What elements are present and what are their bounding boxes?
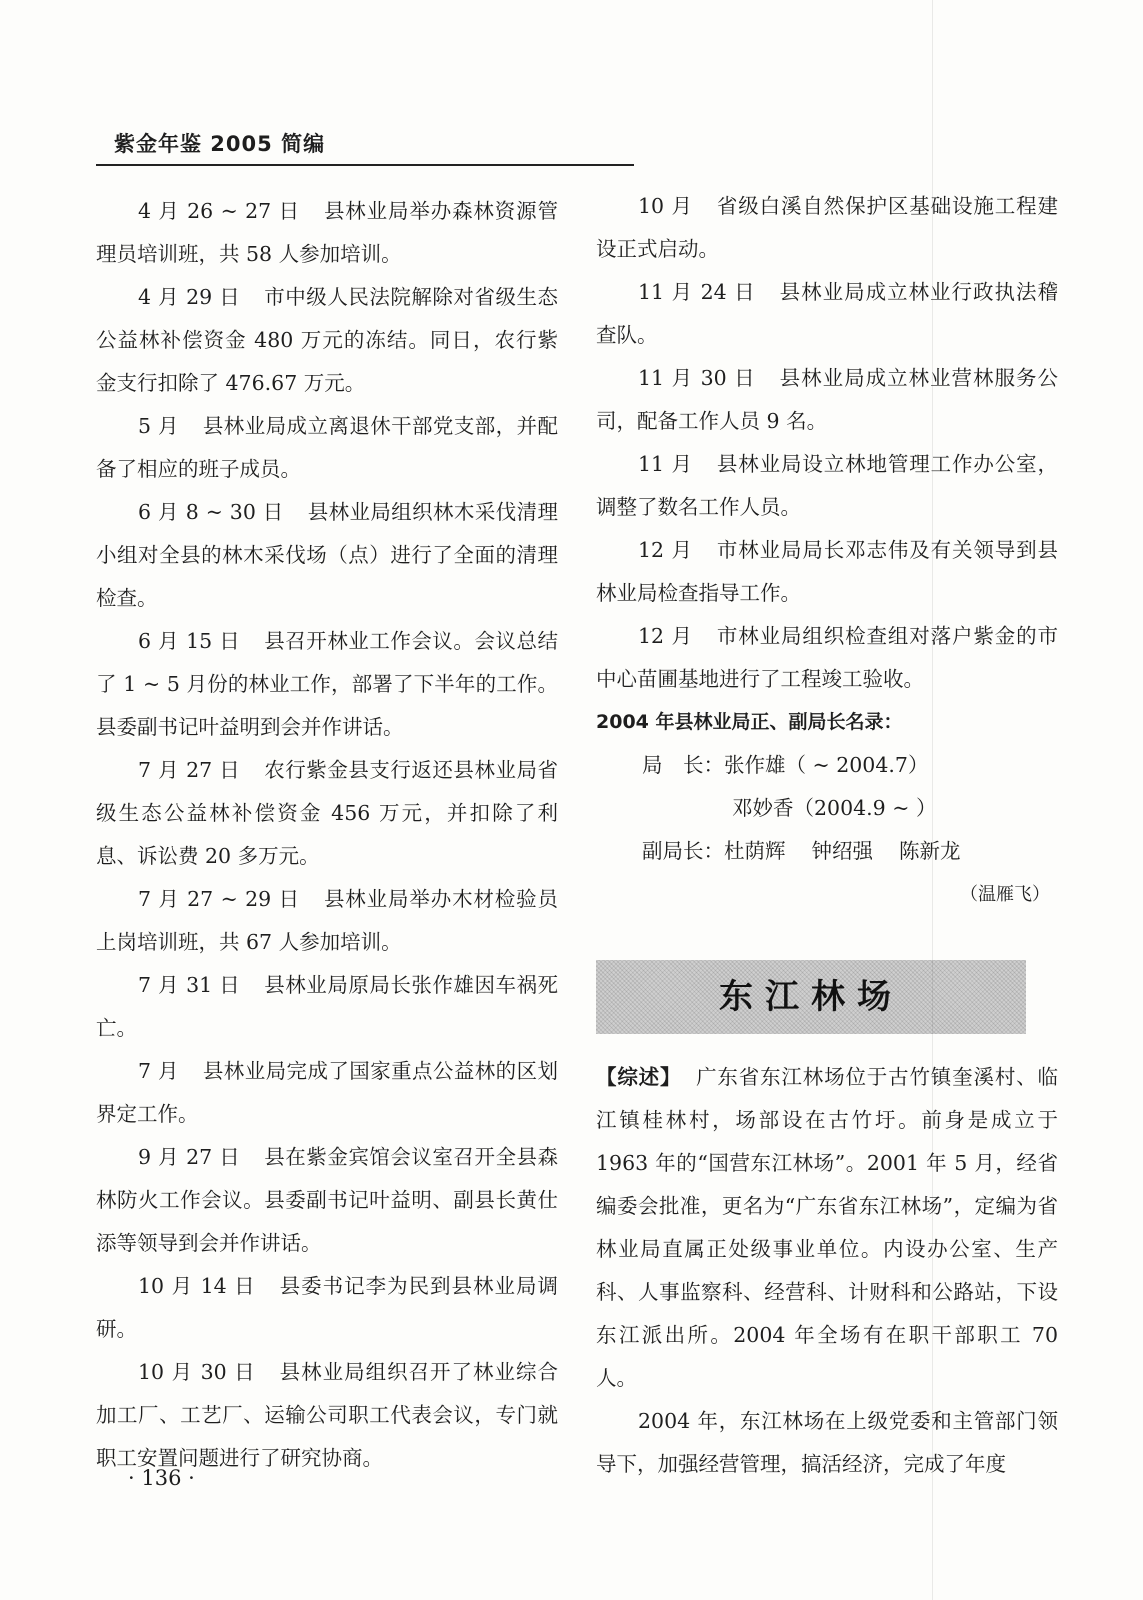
director-label: 局 长： [642, 753, 724, 777]
entry-date: 11 月 [638, 452, 693, 476]
section-paragraph: 2004 年，东江林场在上级党委和主管部门领导下，加强经营管理，搞活经济，完成了年度 [596, 1409, 1058, 1476]
right-column [596, 185, 1058, 1486]
chronicle-entry [596, 357, 1058, 443]
chronicle-entry [96, 620, 558, 749]
entry-date: 4 月 29 日 [138, 285, 241, 309]
entry-text: 县林业局组织召开了林业综合加工厂、工艺厂、运输公司职工代表会议，专门就职工安置问题进行了研究协商。 [96, 1360, 558, 1470]
deputy-name: 钟绍强 [811, 839, 873, 863]
roster-director-line [596, 744, 1058, 787]
chronicle-entry [96, 190, 558, 276]
entry-text: 县林业局成立林业营林服务公司，配备工作人员 9 名。 [596, 366, 1058, 433]
entry-text: 县林业局成立林业行政执法稽查队。 [596, 280, 1058, 347]
director-name: 张作雄（ ~ 2004.7） [724, 753, 929, 777]
entry-date: 11 月 30 日 [638, 366, 756, 390]
author-credit: （温雁飞） [960, 884, 1050, 905]
chronicle-entry [596, 271, 1058, 357]
left-column [96, 190, 558, 1480]
deputy-name: 杜荫辉 [724, 839, 786, 863]
chronicle-entry [96, 878, 558, 964]
entry-date: 7 月 27 日 [138, 758, 241, 782]
chronicle-entry [96, 405, 558, 491]
chronicle-entry [596, 443, 1058, 529]
roster-director-line-2 [596, 787, 1058, 830]
chronicle-entry [96, 749, 558, 878]
entry-date: 7 月 [138, 1059, 179, 1083]
section-paragraph [596, 1056, 1058, 1400]
chronicle-entry [96, 491, 558, 620]
running-header: 紫金年鉴 2005 简编 [96, 128, 634, 166]
scan-fold-line [932, 0, 933, 1600]
entry-text: 县在紫金宾馆会议室召开全县森林防火工作会议。县委副书记叶益明、副县长黄仕添等领导到会并作讲话。 [96, 1145, 558, 1255]
entry-text: 县林业局设立林地管理工作办公室，调整了数名工作人员。 [596, 452, 1058, 519]
deputy-label: 副局长： [642, 839, 724, 863]
entry-text: 县林业局举办森林资源管理员培训班，共 58 人参加培训。 [96, 199, 558, 266]
entry-text: 县召开林业工作会议。会议总结了 1 ~ 5 月份的林业工作，部署了下半年的工作。县委副书记叶益明到会并作讲话。 [96, 629, 558, 739]
entry-text: 县林业局组织林木采伐清理小组对全县的林木采伐场（点）进行了全面的清理检查。 [96, 500, 559, 610]
entry-date: 4 月 26 ~ 27 日 [138, 199, 300, 223]
entry-date: 12 月 [638, 538, 693, 562]
entry-text: 县林业局完成了国家重点公益林的区划界定工作。 [96, 1059, 559, 1126]
page-number: · 136 · [128, 1466, 195, 1490]
entry-text: 市中级人民法院解除对省级生态公益林补偿资金 480 万元的冻结。同日，农行紫金支行扣除了 476.67 万元。 [96, 285, 558, 395]
section-tag: 【综述】 [596, 1065, 682, 1089]
paragraph-text: 广东省东江林场位于古竹镇奎溪村、临江镇桂林村，场部设在古竹圩。前身是成立于 1963 年的“国营东江林场”。2001 年 5 月，经省编委会批准，更名为“广东省东江林场”，定编为省林业局直属正处级事业单位。内设办公室、生产科、人事监察科、经营科、计财科和公路站，下设东江派出所。2004 年全场有在职干部职工 70 人。 [596, 1065, 1058, 1390]
entry-text: 县林业局成立离退休干部党支部，并配备了相应的班子成员。 [96, 414, 559, 481]
entry-date: 10 月 30 日 [138, 1360, 256, 1384]
entry-text: 市林业局局长邓志伟及有关领导到县林业局检查指导工作。 [596, 538, 1058, 605]
chronicle-entry [96, 276, 558, 405]
entry-date: 11 月 24 日 [638, 280, 756, 304]
entry-text: 省级白溪自然保护区基础设施工程建设正式启动。 [596, 194, 1058, 261]
chronicle-entry [96, 1136, 558, 1265]
deputy-name: 陈新龙 [899, 839, 961, 863]
chronicle-entry [596, 529, 1058, 615]
entry-text: 县林业局举办木材检验员上岗培训班，共 67 人参加培训。 [96, 887, 558, 954]
section-banner [596, 960, 1026, 1034]
entry-date: 5 月 [138, 414, 179, 438]
entry-text: 市林业局组织检查组对落户紫金的市中心苗圃基地进行了工程竣工验收。 [596, 624, 1058, 691]
roster-deputy-line [596, 830, 1058, 873]
chronicle-entry [96, 1265, 558, 1351]
section-title: 东江林场 [719, 976, 903, 1017]
entry-date: 10 月 14 日 [138, 1274, 256, 1298]
entry-date: 10 月 [638, 194, 693, 218]
entry-date: 6 月 15 日 [138, 629, 241, 653]
chronicle-entry [96, 1050, 558, 1136]
roster-title: 2004 年县林业局正、副局长名录： [596, 711, 903, 733]
entry-date: 12 月 [638, 624, 693, 648]
chronicle-entry [96, 964, 558, 1050]
entry-date: 9 月 27 日 [138, 1145, 241, 1169]
director-name: 邓妙香（2004.9 ~ ） [732, 796, 937, 820]
entry-date: 6 月 8 ~ 30 日 [138, 500, 284, 524]
entry-text: 县林业局原局长张作雄因车祸死亡。 [96, 973, 558, 1040]
entry-text: 县委书记李为民到县林业局调研。 [96, 1274, 558, 1341]
chronicle-entry [596, 615, 1058, 701]
chronicle-entry [596, 185, 1058, 271]
entry-date: 7 月 27 ~ 29 日 [138, 887, 300, 911]
entry-text: 农行紫金县支行返还县林业局省级生态公益林补偿资金 456 万元，并扣除了利息、诉讼费 20 多万元。 [96, 758, 558, 868]
entry-date: 7 月 31 日 [138, 973, 241, 997]
chronicle-entry [96, 1351, 558, 1480]
